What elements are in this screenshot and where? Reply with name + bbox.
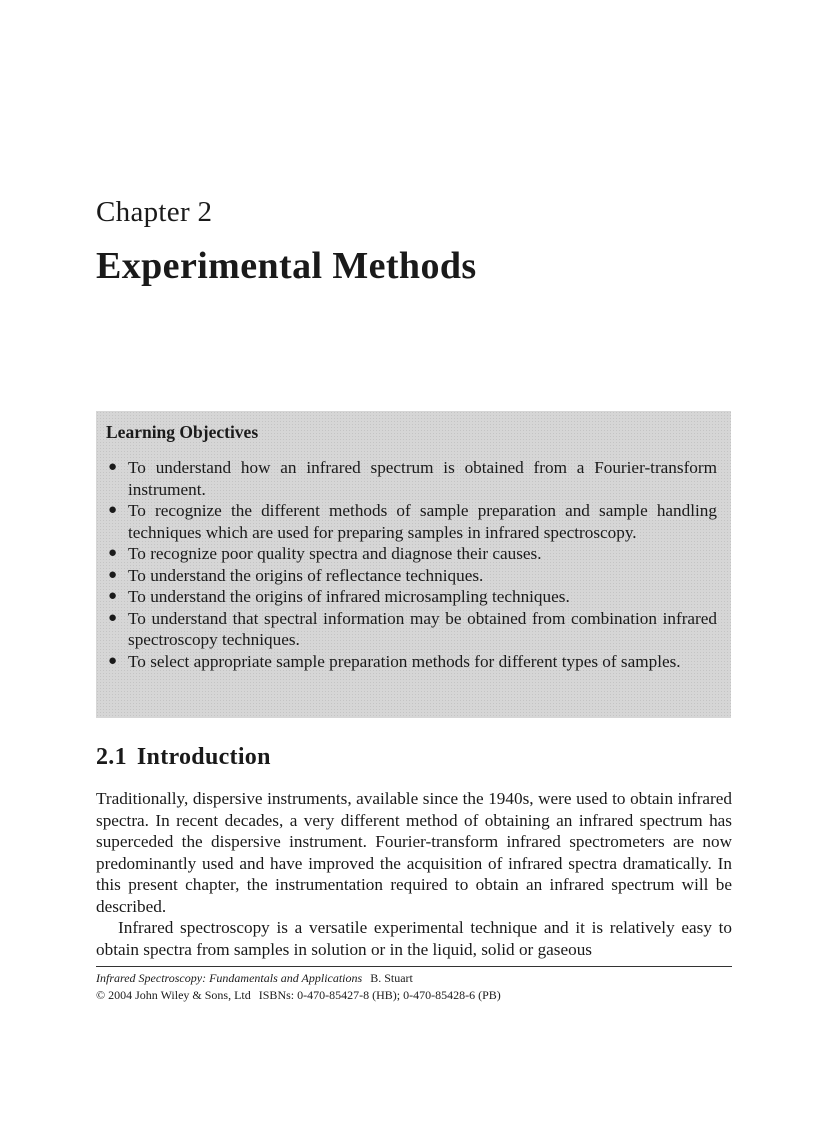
learning-objectives-heading: Learning Objectives: [106, 422, 259, 442]
footer-line-1: [96, 970, 732, 987]
paragraph: Infrared spectroscopy is a versatile experimental technique and it is relatively easy to obtain spectra from samples in solution or in the liquid, solid or gaseous: [96, 918, 732, 959]
objective-text: To understand how an infrared spectrum is obtained from a Fourier-transform instrument.: [128, 458, 717, 499]
copyright: © 2004 John Wiley & Sons, Ltd: [96, 988, 251, 1002]
bullet-icon: ●: [108, 609, 118, 626]
objective-text: To recognize the different methods of sample preparation and sample handling techniques which are used for preparing samples in infrared spectroscopy.: [128, 501, 717, 542]
paragraph: Traditionally, dispersive instruments, available since the 1940s, were used to obtain infrared spectra. In recent decades, a very different method of obtaining an infrared spectrum has superceded the dispersive instrument. Fourier-transform infrared spectrometers are now predominantly used and have improved the acquisition of infrared spectra dramatically. In this present chapter, the instrumentation required to obtain an infrared spectrum will be described.: [96, 789, 732, 916]
section-body: [96, 788, 732, 960]
objective-text: To understand that spectral information may be obtained from combination infrared spectroscopy techniques.: [128, 608, 717, 649]
chapter-title: Experimental Methods: [96, 245, 477, 287]
list-item: [106, 565, 717, 587]
footer-divider: [96, 966, 732, 967]
list-item: [106, 651, 717, 673]
section-title: Introduction: [136, 744, 271, 770]
footer-line-2: [96, 987, 732, 1004]
section-heading: [96, 744, 271, 771]
bullet-icon: ●: [108, 502, 118, 518]
bullet-icon: ●: [108, 566, 118, 583]
isbn: ISBNs: 0-470-85427-8 (HB); 0-470-85428-6 (PB): [258, 988, 501, 1002]
learning-objectives-list: [106, 457, 717, 672]
list-item: [106, 608, 717, 651]
objective-text: To understand the origins of infrared microsampling techniques.: [128, 587, 570, 606]
list-item: [106, 500, 717, 543]
objective-text: To recognize poor quality spectra and diagnose their causes.: [128, 544, 542, 563]
bullet-icon: ●: [108, 459, 118, 475]
book-title: Infrared Spectroscopy: Fundamentals and Applications: [96, 971, 363, 985]
bullet-icon: ●: [108, 652, 118, 669]
chapter-label: Chapter 2: [96, 196, 213, 228]
objective-text: To understand the origins of reflectance techniques.: [128, 565, 484, 585]
page-footer: [96, 970, 732, 1004]
bullet-icon: ●: [108, 588, 118, 604]
book-author: B. Stuart: [370, 971, 413, 985]
list-item: [106, 543, 717, 565]
learning-objectives-box: [96, 411, 731, 718]
bullet-icon: ●: [108, 545, 118, 561]
objective-text: To select appropriate sample preparation methods for different types of samples.: [128, 651, 681, 671]
list-item: [106, 586, 717, 608]
list-item: [106, 457, 717, 500]
section-number: 2.1: [96, 744, 127, 770]
